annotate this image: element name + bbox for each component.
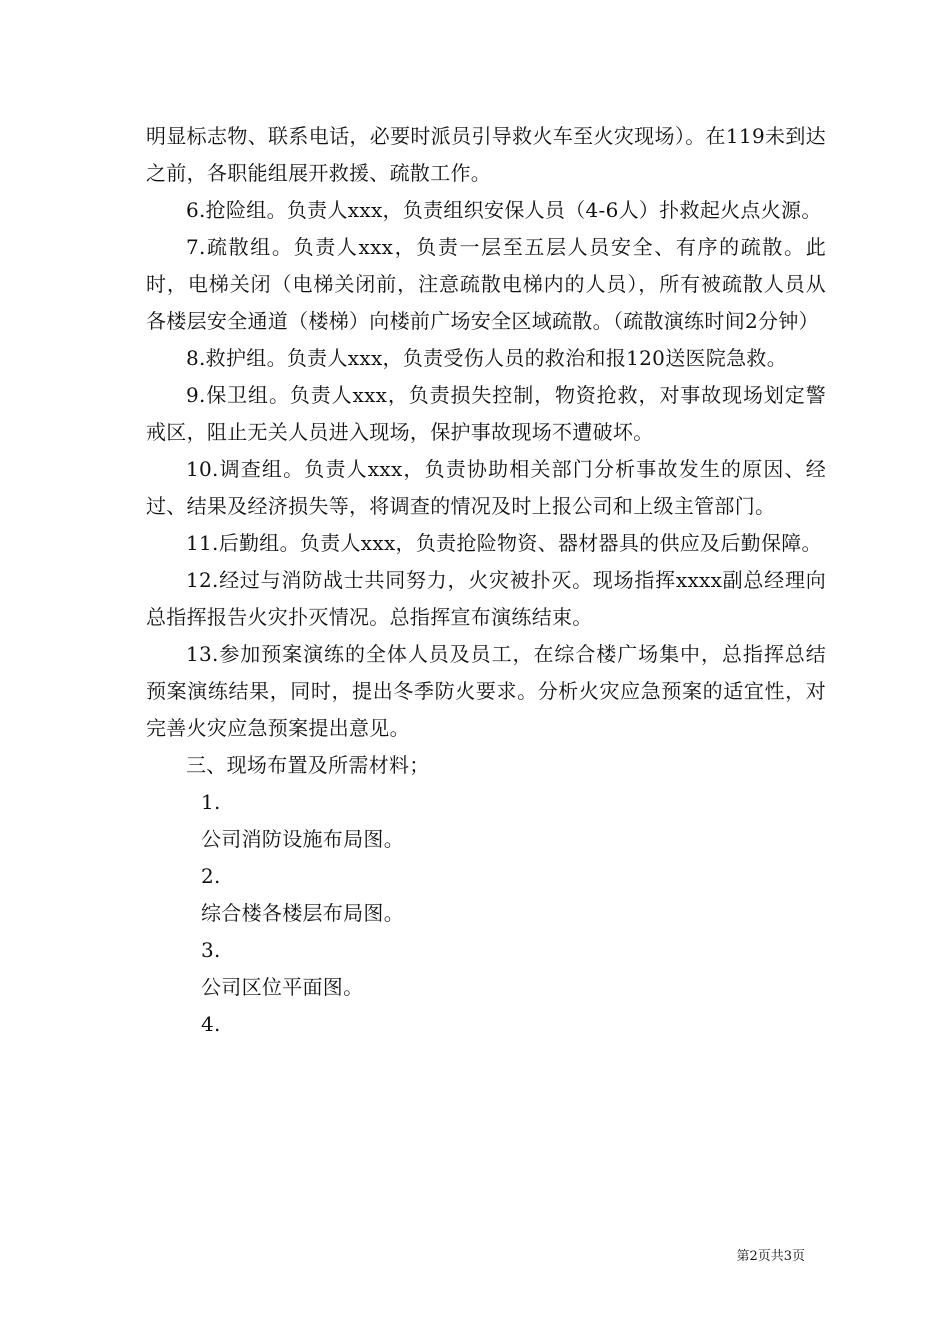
document-body bbox=[146, 118, 826, 1043]
paragraph-continuation: 明显标志物、联系电话，必要时派员引导救火车至火灾现场）。在119未到达之前，各职能组展开救援、疏散工作。 bbox=[146, 124, 826, 185]
list-item: 公司消防设施布局图。 bbox=[201, 827, 404, 851]
paragraph-security-group: 9.保卫组。负责人xxx，负责损失控制，物资抢救，对事故现场划定警戒区，阻止无关人员进入现场，保护事故现场不遭破坏。 bbox=[146, 383, 826, 444]
list-item: 公司区位平面图。 bbox=[201, 975, 364, 999]
paragraph-logistics-group: 11.后勤组。负责人xxx，负责抢险物资、器材器具的供应及后勤保障。 bbox=[186, 531, 822, 555]
paragraph-drill-summary: 13.参加预案演练的全体人员及员工，在综合楼广场集中，总指挥总结预案演练结果，同时，提出冬季防火要求。分析火灾应急预案的适宜性，对完善火灾应急预案提出意见。 bbox=[146, 642, 826, 740]
list-item: 3. bbox=[201, 938, 221, 962]
paragraph-evacuation-group: 7.疏散组。负责人xxx，负责一层至五层人员安全、有序的疏散。此时，电梯关闭（电梯关闭前，注意疏散电梯内的人员），所有被疏散人员从各楼层安全通道（楼梯）向楼前广场安全区域疏散。（疏散演练时间2分钟） bbox=[146, 235, 826, 333]
list-item: 2. bbox=[201, 864, 221, 888]
list-item: 综合楼各楼层布局图。 bbox=[201, 901, 404, 925]
page-number: 第2页共3页 bbox=[736, 1249, 805, 1264]
paragraph-fire-extinguished: 12.经过与消防战士共同努力，火灾被扑灭。现场指挥xxxx副总经理向总指挥报告火灾扑灭情况。总指挥宣布演练结束。 bbox=[146, 568, 826, 629]
paragraph-investigation-group: 10.调查组。负责人xxx，负责协助相关部门分析事故发生的原因、经过、结果及经济损失等，将调查的情况及时上报公司和上级主管部门。 bbox=[146, 457, 826, 518]
paragraph-medical-group: 8.救护组。负责人xxx，负责受伤人员的救治和报120送医院急救。 bbox=[186, 346, 787, 370]
section-heading-site-layout: 三、现场布置及所需材料； bbox=[186, 753, 430, 777]
list-item: 4. bbox=[201, 1012, 221, 1036]
paragraph-rescue-group: 6.抢险组。负责人xxx，负责组织安保人员（4-6人）扑救起火点火源。 bbox=[186, 198, 822, 222]
list-item: 1. bbox=[201, 790, 221, 814]
